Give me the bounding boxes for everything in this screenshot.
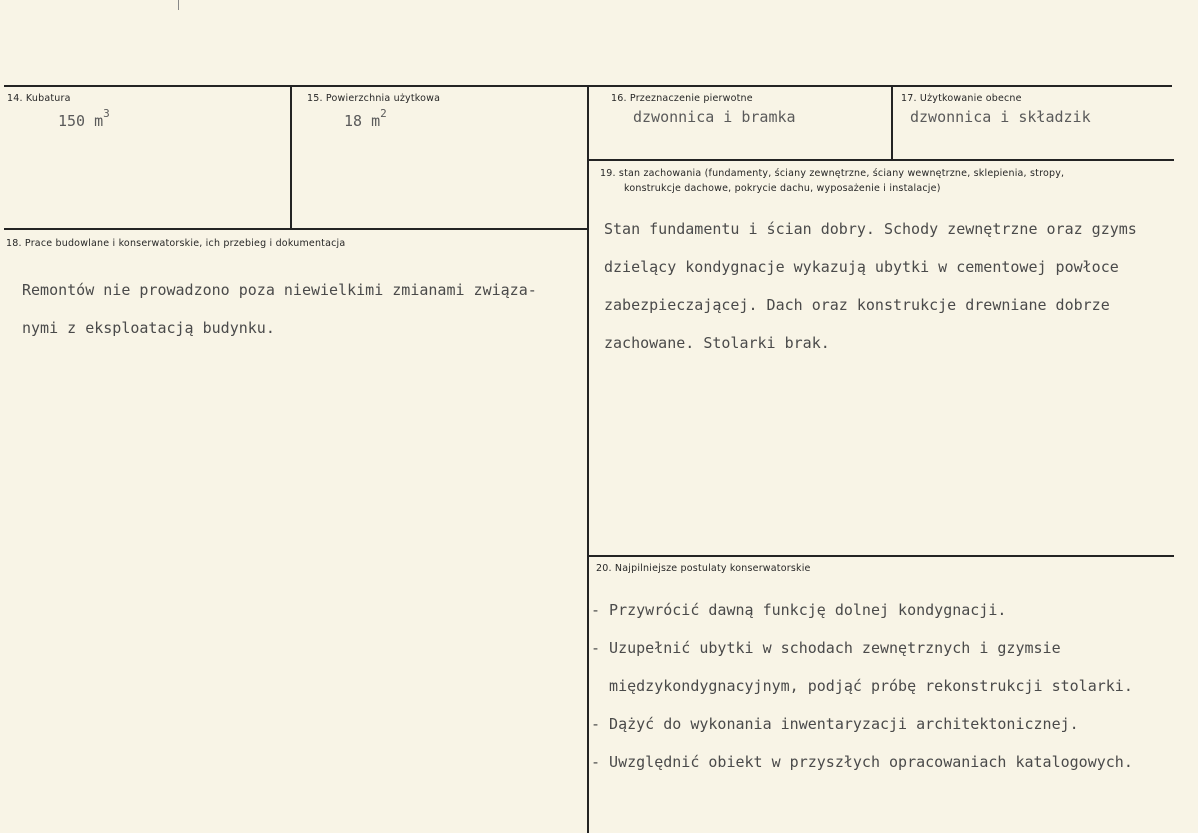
field-15-label: 15. Powierzchnia użytkowa: [307, 93, 441, 104]
field-15-exponent: 2: [380, 107, 387, 120]
field-16-value: dzwonnica i bramka: [633, 108, 796, 126]
vertical-rule-14-15: [290, 87, 292, 229]
field-19-text: [604, 201, 1137, 372]
rule-above-19: [589, 159, 1174, 161]
field-19-line: zachowane. Stolarki brak.: [604, 334, 830, 352]
field-19-label-line2: konstrukcje dachowe, pokrycie dachu, wyposażenie i instalacje): [624, 183, 941, 194]
field-18-text: [22, 262, 537, 357]
field-15-value: [344, 107, 387, 131]
vertical-rule-center: [587, 87, 589, 833]
rule-above-18: [4, 228, 589, 230]
field-18-line: Remontów nie prowadzono poza niewielkimi zmianami związa-: [22, 281, 537, 299]
field-19-line: zabezpieczającej. Dach oraz konstrukcje drewniane dobrze: [604, 296, 1110, 314]
field-14-label: 14. Kubatura: [7, 93, 71, 104]
field-14-exponent: 3: [103, 107, 110, 120]
field-20-line: międzykondygnacyjnym, podjąć próbę rekonstrukcji stolarki.: [591, 677, 1133, 695]
field-19-label-line1: 19. stan zachowania (fundamenty, ściany zewnętrzne, ściany wewnętrzne, sklepienia, stropy,: [600, 168, 1065, 179]
field-14-value: [58, 107, 110, 131]
field-20-line: - Przywrócić dawną funkcję dolnej kondygnacji.: [591, 601, 1007, 619]
field-14-number: 150 m: [58, 112, 104, 130]
field-19-line: dzielący kondygnacje wykazują ubytki w cementowej powłoce: [604, 258, 1119, 276]
field-20-line: - Uwzględnić obiekt w przyszłych opracowaniach katalogowych.: [591, 753, 1133, 771]
field-20-line: - Dążyć do wykonania inwentaryzacji architektonicznej.: [591, 715, 1079, 733]
field-20-text: [591, 582, 1133, 791]
field-18-line: nymi z eksploatacją budynku.: [22, 319, 275, 337]
field-15-number: 18 m: [344, 112, 381, 130]
field-20-label: 20. Najpilniejsze postulaty konserwatorskie: [596, 563, 811, 574]
field-16-label: 16. Przeznaczenie pierwotne: [611, 93, 753, 104]
field-20-line: - Uzupełnić ubytki w schodach zewnętrznych i gzymsie: [591, 639, 1061, 657]
field-17-label: 17. Użytkowanie obecne: [901, 93, 1022, 104]
field-17-value: dzwonnica i składzik: [910, 108, 1091, 126]
top-edge-tick: [178, 0, 179, 10]
rule-above-20: [589, 555, 1174, 557]
field-18-label: 18. Prace budowlane i konserwatorskie, ich przebieg i dokumentacja: [6, 238, 346, 249]
vertical-rule-16-17: [891, 87, 893, 160]
field-19-line: Stan fundamentu i ścian dobry. Schody zewnętrzne oraz gzyms: [604, 220, 1137, 238]
